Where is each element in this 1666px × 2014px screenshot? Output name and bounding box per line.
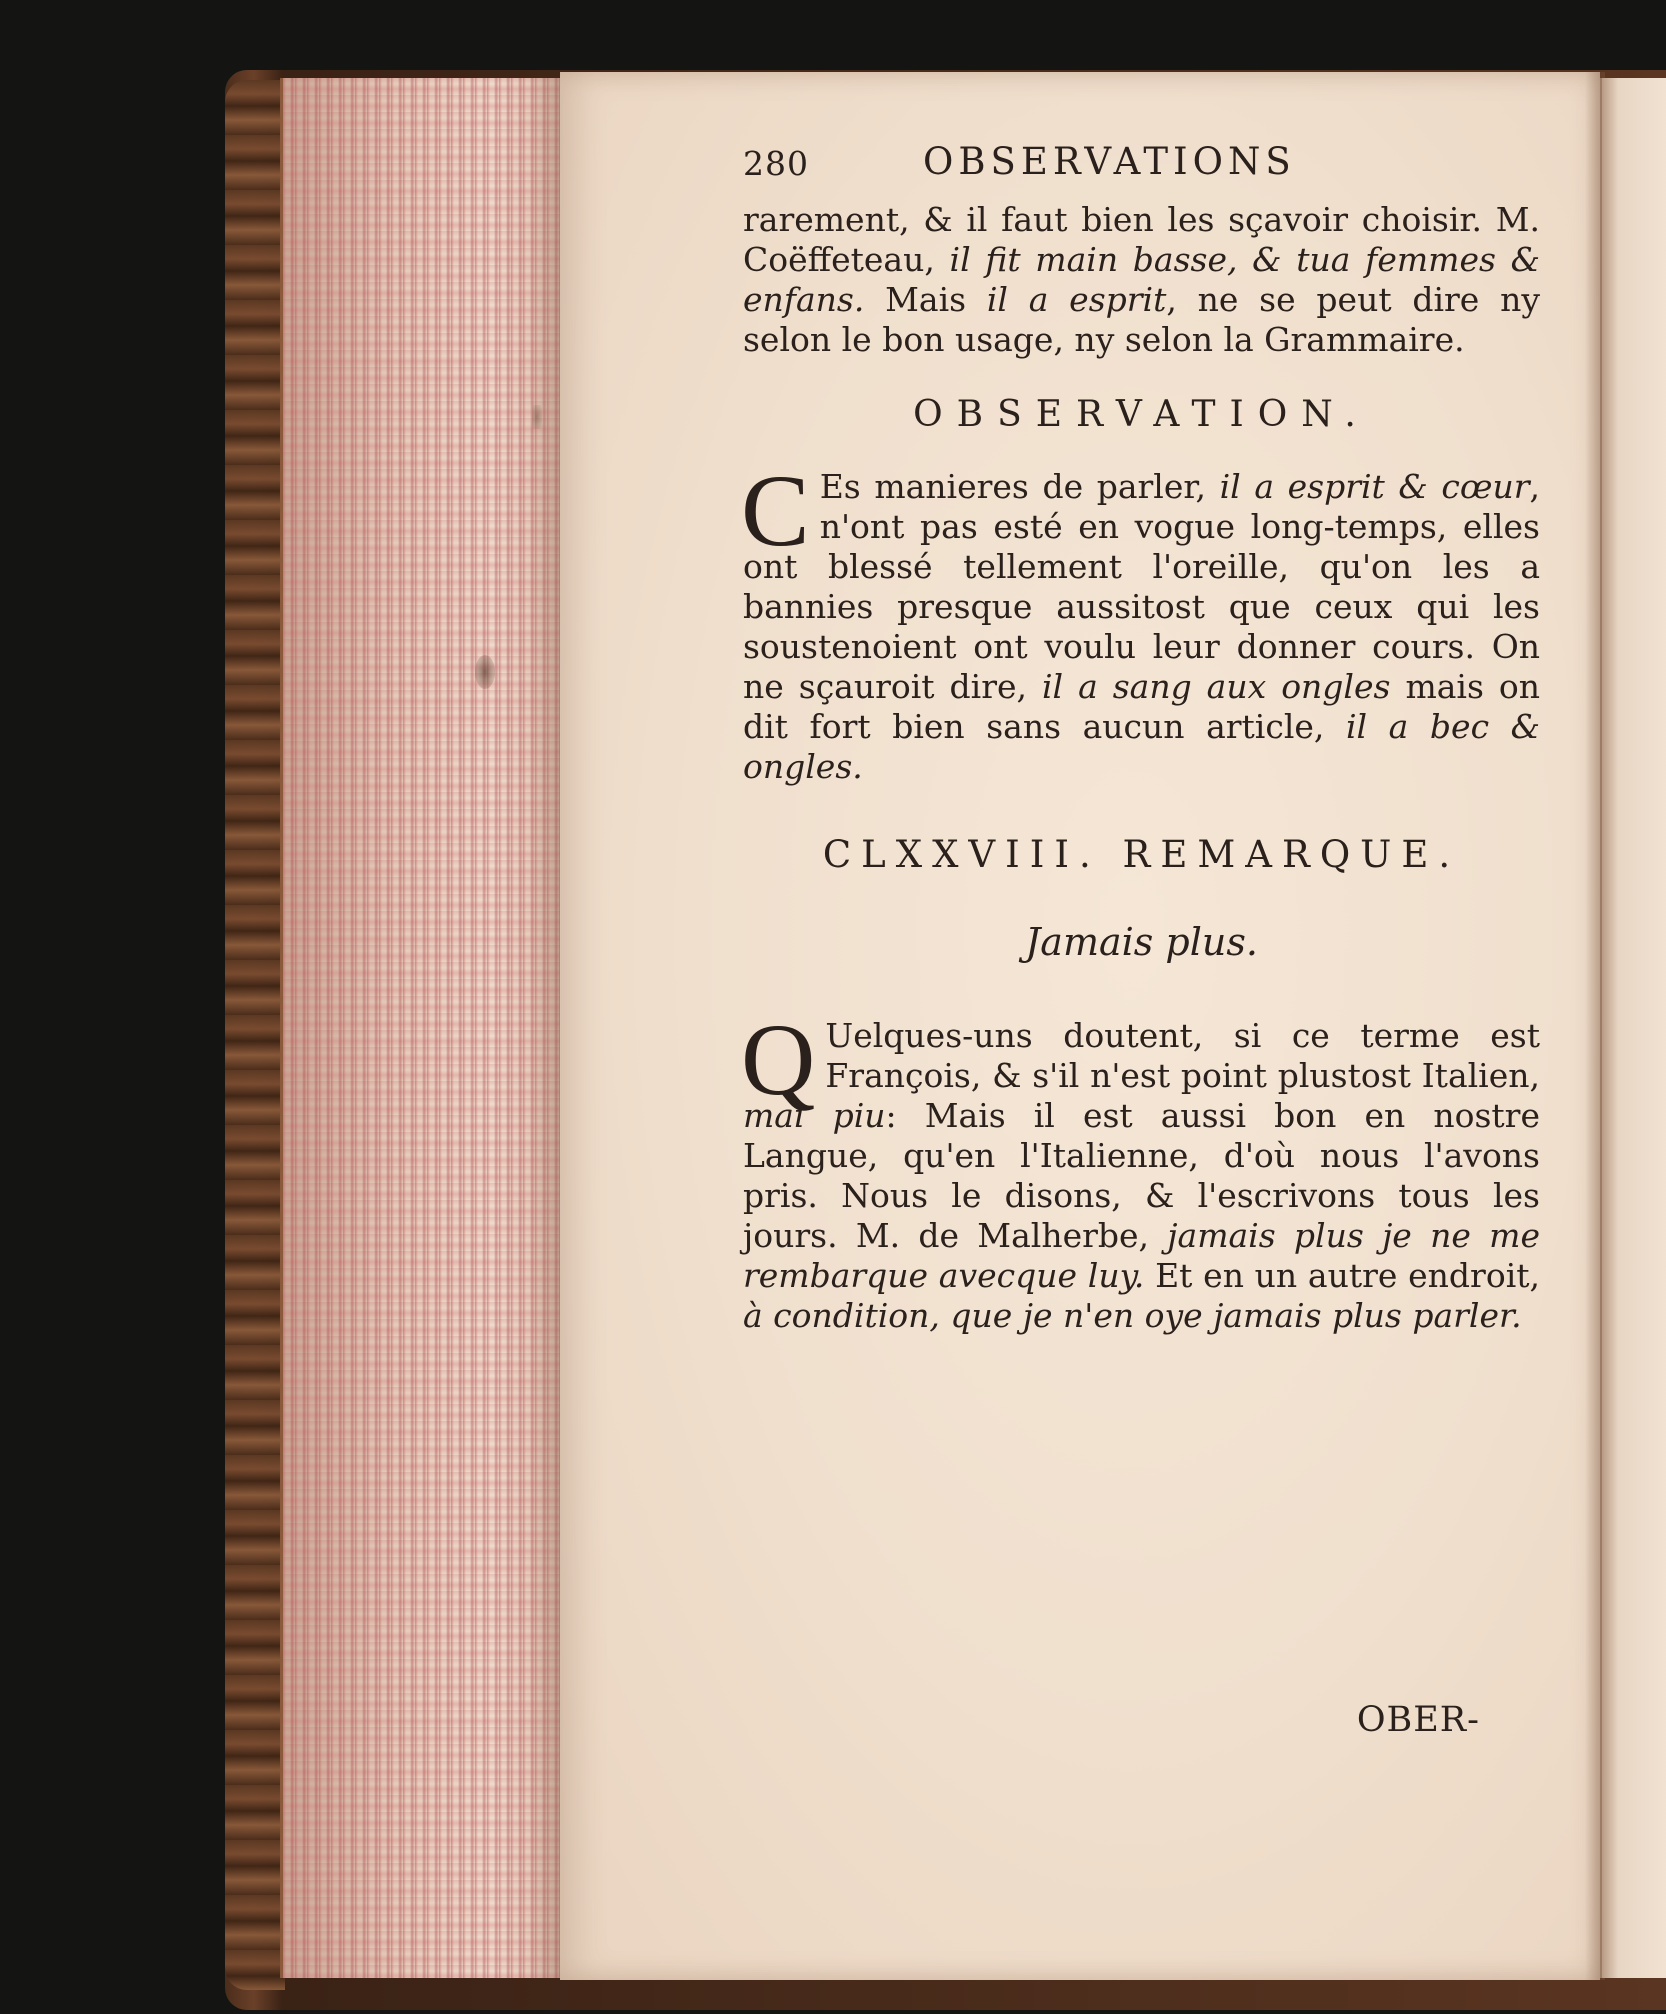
facing-page-edge	[1600, 78, 1666, 1978]
text-column	[741, 140, 1541, 1740]
observation-paragraph	[741, 454, 1540, 787]
cover-edge	[225, 80, 285, 1990]
observation-heading: OBSERVATION.	[913, 394, 1370, 435]
italic-quote: jamais plus je ne me rembarque avecque luy.	[743, 1216, 1540, 1295]
text-run: Es manieres de parler,	[819, 467, 1220, 506]
italic-quote: il a esprit & cœur	[1219, 467, 1530, 506]
stain-mark-small	[532, 405, 542, 429]
drop-cap: C	[741, 454, 810, 568]
italic-quote: il fit main basse, & tua femmes & enfans.	[743, 240, 1540, 319]
text-run: mais on dit fort bien sans aucun article,	[743, 667, 1540, 746]
text-run: Mais	[864, 280, 987, 319]
text-run: Uelques-uns doutent, si ce terme est François, & s'il n'est point plustost Italien,	[825, 1016, 1540, 1095]
running-title: OBSERVATIONS	[923, 140, 1296, 183]
page-block-edges	[280, 78, 563, 1978]
stain-mark	[475, 655, 495, 689]
text-run: , n'ont pas esté en vogue long-temps, elles ont blessé tellement l'oreille, qu'on les a bannies presque aussitost que ceux qui les soustenoient ont voulu leur donner cours. On ne sçauroit dire,	[743, 467, 1540, 706]
remarque-subject: Jamais plus.	[1025, 920, 1258, 964]
paragraph-continued	[743, 200, 1540, 360]
running-head	[743, 140, 1540, 200]
italic-quote: il a esprit	[986, 280, 1167, 319]
italic-quote: il a sang aux ongles	[1041, 667, 1391, 706]
remarque-paragraph	[741, 1003, 1540, 1336]
page-number: 280	[743, 144, 809, 183]
italic-quote: il a bec & ongles.	[743, 707, 1540, 786]
catchword: OBER-	[1356, 1700, 1480, 1740]
drop-cap: Q	[741, 1003, 816, 1117]
remarque-heading: CLXXVIII. REMARQUE.	[822, 833, 1461, 876]
text-run: rarement, & il faut bien les sçavoir choisir. M. Coëffeteau,	[743, 200, 1540, 279]
italic-quote: à condition, que je n'en oye jamais plus parler.	[743, 1296, 1522, 1335]
italic-quote: mai piu	[743, 1096, 886, 1135]
text-run: , ne se peut dire ny selon le bon usage, ny selon la Grammaire.	[743, 280, 1541, 359]
text-run: : Mais il est aussi bon en nostre Langue, qu'en l'Italienne, d'où nous l'avons pris. Nous le disons, & l'escrivons tous les jours. M. de Malherbe,	[743, 1096, 1540, 1255]
text-run: Et en un autre endroit,	[1144, 1256, 1540, 1295]
